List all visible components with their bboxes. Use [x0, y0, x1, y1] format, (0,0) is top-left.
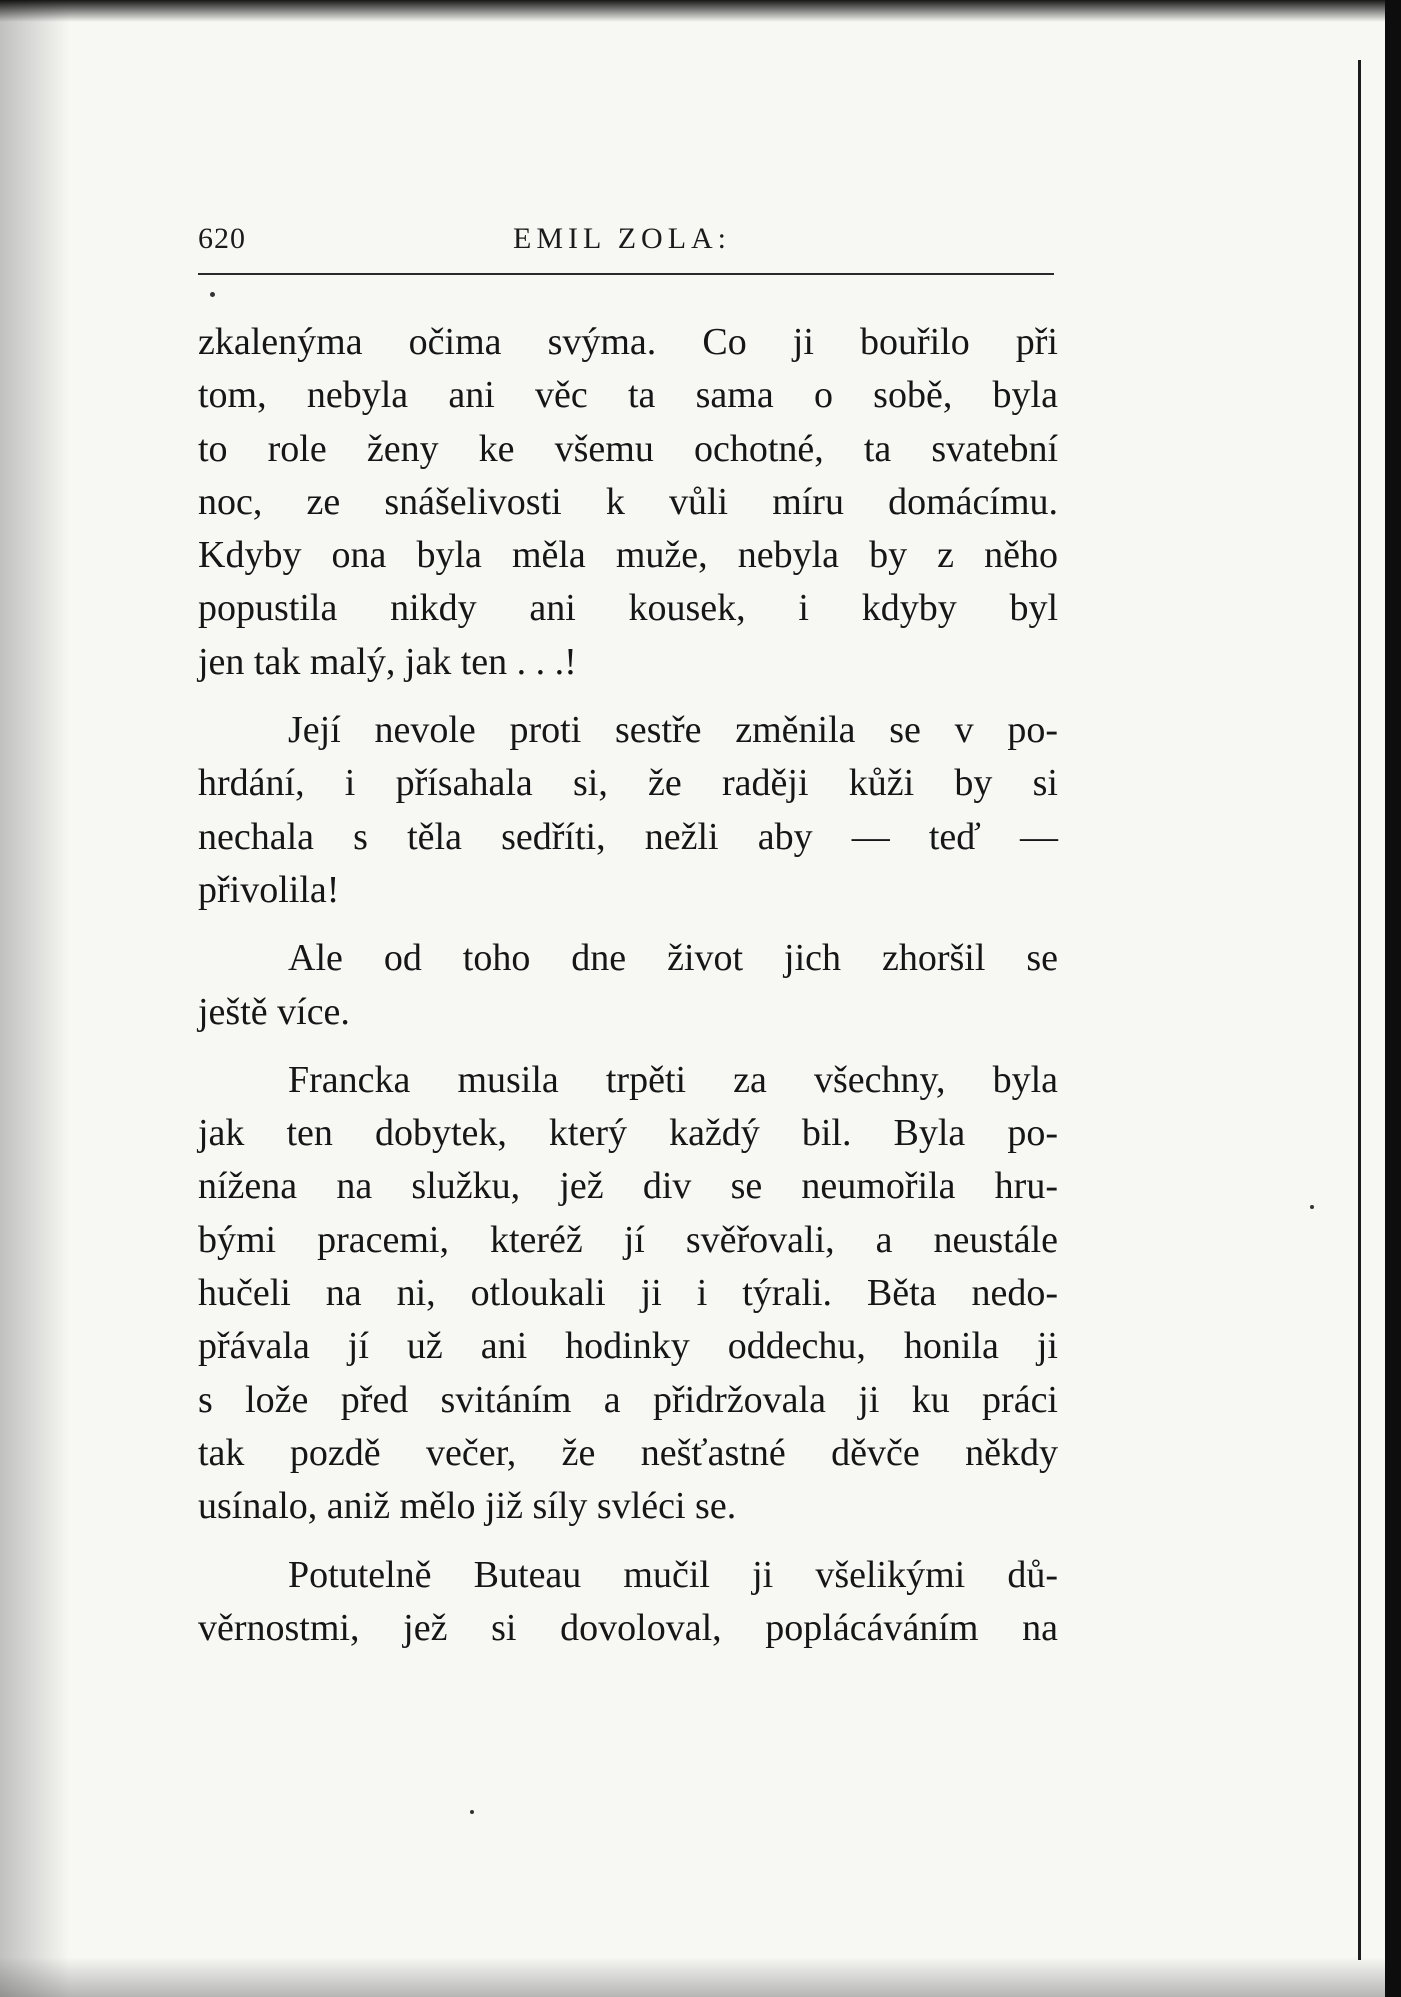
text-line: tom, nebyla ani věc ta sama o sobě, byla	[198, 374, 1058, 417]
text-line: nechala s těla sedříti, nežli aby — teď —	[198, 815, 1058, 858]
body-text	[198, 316, 1058, 1670]
header-rule	[198, 273, 1054, 275]
paragraph	[198, 1549, 1058, 1656]
paper-speck	[470, 1810, 474, 1814]
paragraph	[198, 1054, 1058, 1534]
text-line: jen tak malý, jak ten . . .!	[198, 640, 577, 683]
text-line: bými pracemi, kteréž jí svěřovali, a neustále	[198, 1218, 1058, 1261]
page-bottom-shadow	[0, 1957, 1385, 1997]
paragraph	[198, 316, 1058, 689]
text-line: jak ten dobytek, který každý bil. Byla po-	[198, 1112, 1058, 1155]
text-line: noc, ze snášelivosti k vůli míru domácímu.	[198, 480, 1058, 523]
text-line: přivolila!	[198, 868, 340, 911]
book-spine	[1385, 0, 1401, 1997]
paper-speck	[1310, 1205, 1314, 1209]
text-line: Potutelně Buteau mučil ji všelikými dů-	[288, 1553, 1058, 1596]
text-line: zkalenýma očima svýma. Co ji bouřilo při	[198, 321, 1058, 363]
running-title: EMIL ZOLA:	[513, 222, 732, 255]
page-top-shadow	[0, 0, 1385, 22]
page-header	[198, 222, 1054, 272]
text-line: Její nevole proti sestře změnila se v po-	[288, 709, 1058, 752]
page-edge-shadow	[0, 0, 70, 1997]
binding-line	[1358, 60, 1361, 1960]
text-line: hrdání, i přísahala si, že raději kůži by si	[198, 762, 1058, 805]
paragraph	[198, 704, 1058, 917]
text-line: tak pozdě večer, že nešťastné děvče někdy	[198, 1431, 1058, 1474]
paragraph	[198, 932, 1058, 1039]
text-line: Ale od toho dne život jich zhoršil se	[288, 937, 1058, 980]
page-number: 620	[198, 222, 246, 255]
paper-speck	[210, 292, 215, 297]
text-line: věrnostmi, jež si dovoloval, poplácáváním na	[198, 1606, 1058, 1649]
text-line: hučeli na ni, otloukali ji i týrali. Běta nedo-	[198, 1272, 1058, 1315]
text-line: to role ženy ke všemu ochotné, ta svatební	[198, 427, 1058, 470]
text-line: nížena na služku, jež div se neumořila hru-	[198, 1165, 1058, 1208]
text-line: usínalo, aniž mělo již síly svléci se.	[198, 1485, 737, 1528]
text-line: popustila nikdy ani kousek, i kdyby byl	[198, 587, 1058, 630]
text-line: s lože před svitáním a přidržovala ji ku práci	[198, 1378, 1058, 1421]
text-line: Kdyby ona byla měla muže, nebyla by z něho	[198, 534, 1058, 577]
text-line: přávala jí už ani hodinky oddechu, honila ji	[198, 1325, 1058, 1368]
text-line: Francka musila trpěti za všechny, byla	[288, 1058, 1058, 1101]
text-line: ještě více.	[198, 990, 350, 1033]
